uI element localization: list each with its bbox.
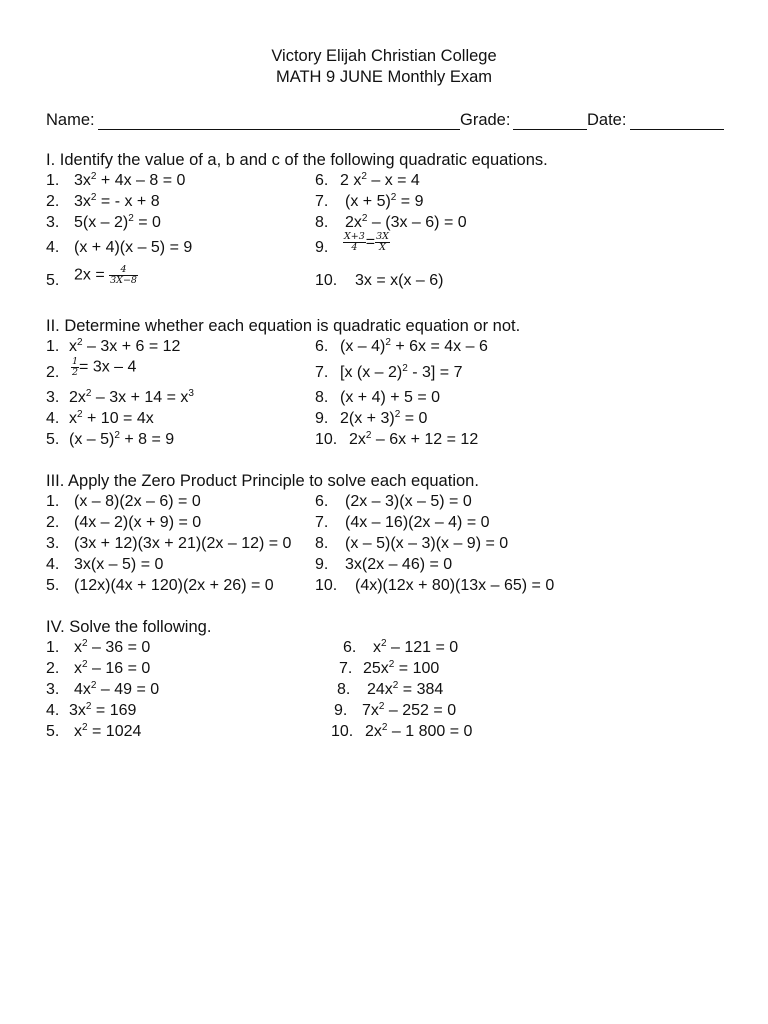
fraction: $\frac{3X}{X}$ <box>376 231 389 253</box>
grade-blank[interactable] <box>513 129 587 130</box>
fraction: $\frac{X+3}{4}$ <box>344 231 365 253</box>
exam-header <box>0 46 768 88</box>
fraction: $\frac{1}{2}$ <box>72 356 79 378</box>
grade-label: Grade: <box>460 111 511 129</box>
section-1-title: I. Identify the value of a, b and c of the following quadratic equations. <box>46 151 548 169</box>
exam-title: MATH 9 JUNE Monthly Exam <box>275 68 493 86</box>
name-blank[interactable] <box>98 129 460 130</box>
student-info-row <box>46 110 726 132</box>
date-blank[interactable] <box>630 129 724 130</box>
date-label: Date: <box>587 111 627 129</box>
school-name: Victory Elijah Christian College <box>271 47 497 65</box>
section-3-title: III. Apply the Zero Product Principle to solve each equation. <box>46 472 479 490</box>
fraction: $\frac{4}{3X-8}$ <box>110 264 137 286</box>
name-label: Name: <box>46 111 95 129</box>
exam-page: Victory Elijah Christian College MATH 9 JUNE Monthly Exam Name: Grade: Date: I. Identify the value of a, b and c of the following quadratic equations. 1. $3x^2 + 4x - 8 = 0$ 2. $3x^2$ = - x + 8 3. 5(x – 2)$^2$ = 0 4. (x + 4)(x – 5) = 9 5. 2x = $\frac{4}{3X-8}$ 6. 2 $x^2 - x = 4$ 7. $(x + 5)^2 = 9$ 8. $2x^2 - (3x - 6) = 0$ 9. $\frac{X+3}{4}$ = $\frac{3X}{X}$ 10. 3x = x(x – 6) II. Determine whether each equation is quadratic equation or not. 1. $x^2 - 3x + 6 = 12$ 2. $\frac{1}{2}$ = 3x – 4 3. $2x^2 - 3x + 14 = x^3$ 4. $x^2 + 10 = 4x$ 5. (x – 5)$^2$ + 8 = 9 6. (x – 4)$^2$ + 6x = 4x – 6 7. [x (x – 2)$^2$ - 3] = 7 8. (x + 4) + 5 = 0 9. $2(x + 3)^2 = 0$ 10. $2x^2 - 6x + 12 = 12$ III. Apply the Zero Product Principle to solve each equation. 1. (x – 8)(2x – 6) = 0 2. (4x – 2)(x + 9) = 0 3. (3x + 12)(3x + 21)(2x – 12) = 0 4. 3x(x – 5) = 0 5. (12x)(4x + 120)(2x + 26) = 0 6. (2x – 3)(x – 5) = 0 7. (4x – 16)(2x – 4) = 0 8. (x – 5)(x – 3)(x – 9) = 0 9. 3x(2x – 46) = 0 10. (4x)(12x + 80)(13x – 65) = 0 IV. Solve the following. 1. $x^2 - 36 = 0$ 2. $x^2 - 16 = 0$ 3. $4x^2 - 49 = 0$ 4. $3x^2 = 169$ 5. $x^2 = 1024$ 6. $x^2 - 121 = 0$ 7. $25x^2 = 100$ 8. $24x^2 = 384$ 9. $7x^2 - 252 = 0$ 10. $2x^2 - 1$ 800 = 0 <box>0 0 768 1024</box>
section-2-title: II. Determine whether each equation is quadratic equation or not. <box>46 317 521 335</box>
section-4-title: IV. Solve the following. <box>46 618 212 636</box>
